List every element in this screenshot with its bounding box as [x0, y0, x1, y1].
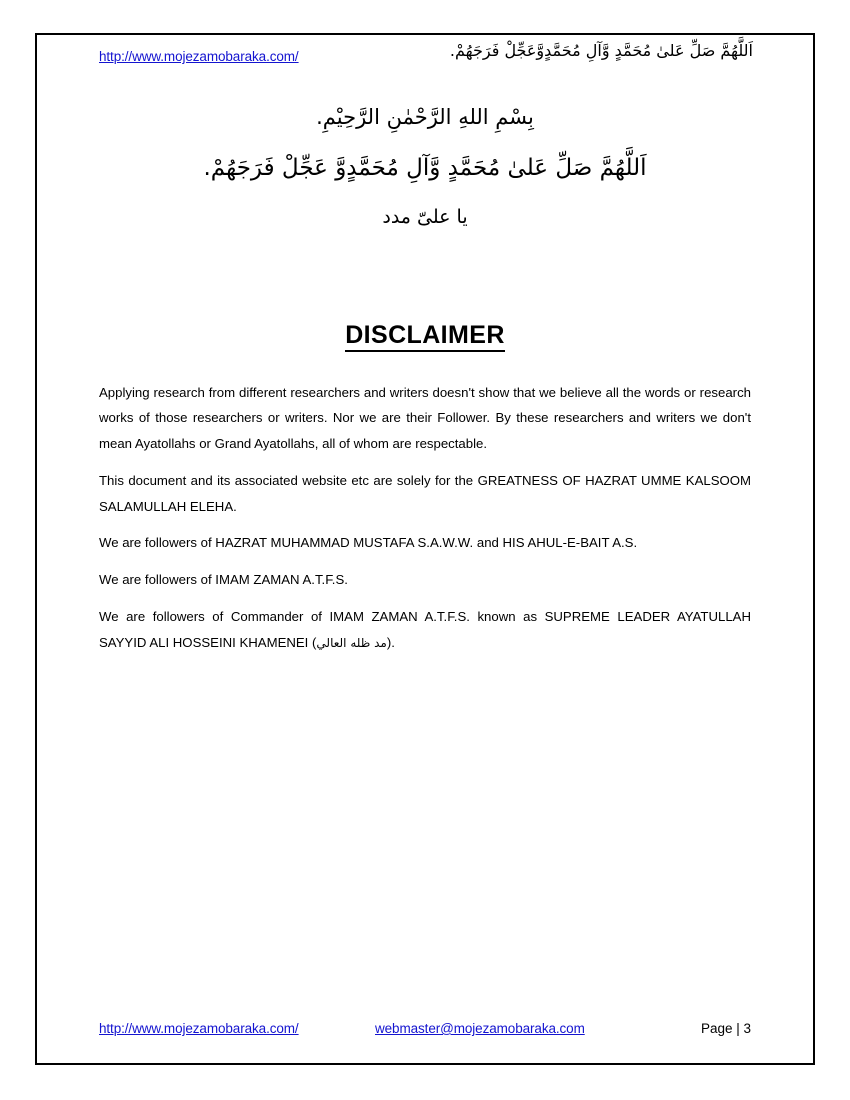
- invocation-ya-ali-madad: يا علىّ مدد: [382, 206, 468, 229]
- page-title: [99, 321, 751, 350]
- footer-page-number: Page | 3: [700, 1021, 751, 1036]
- document-footer: [99, 1021, 751, 1041]
- disclaimer-body: [99, 380, 751, 656]
- page-sheet: [35, 33, 815, 1065]
- disclaimer-paragraph-leader: [99, 604, 751, 655]
- leader-text-suffix: ).: [386, 634, 395, 650]
- header-website-link[interactable]: http://www.mojezamobaraka.com/: [99, 49, 299, 64]
- leader-text-prefix: We are followers of Commander of IMAM ZAMAN A.T.F.S. known as SUPREME LEADER AYATULLAH SAYYID ALI HOSSEINI KHAMENEI (: [99, 608, 751, 650]
- leader-arabic-honorific: مد ظله العالي: [316, 635, 387, 650]
- footer-website-link[interactable]: http://www.mojezamobaraka.com/: [99, 1021, 299, 1036]
- footer-email-link[interactable]: webmaster@mojezamobaraka.com: [375, 1021, 585, 1036]
- disclaimer-paragraph: We are followers of IMAM ZAMAN A.T.F.S.: [99, 572, 348, 588]
- invocation-bismillah: بِسْمِ اللهِ الرَّحْمٰنِ الرَّحِيْمِ.: [316, 105, 534, 129]
- invocation-block: [99, 101, 751, 233]
- page-title-text: DISCLAIMER: [345, 321, 505, 352]
- disclaimer-paragraph: This document and its associated website etc are solely for the GREATNESS OF HAZRAT UMME KALSOOM SALAMULLAH ELEHA.: [99, 472, 751, 514]
- page-content-area: [37, 35, 813, 1063]
- disclaimer-paragraph: Applying research from different researchers and writers doesn't show that we believe all the words or research works of those researchers or writers. Nor we are their Follower. By these researchers and writers we don't mean Ayatollahs or Grand Ayatollahs, all of whom are respectable.: [99, 384, 751, 452]
- disclaimer-paragraph: We are followers of HAZRAT MUHAMMAD MUSTAFA S.A.W.W. and HIS AHUL-E-BAIT A.S.: [99, 535, 638, 551]
- document-header: [99, 35, 751, 83]
- invocation-salawat: اَللَّهُمَّ صَلِّ عَلىٰ مُحَمَّدٍ وَّآلِ مُحَمَّدٍوَّ عَجِّلْ فَرَجَهُمْ.: [203, 154, 647, 181]
- header-arabic-salawat: اَللَّهُمَّ صَلِّ عَلىٰ مُحَمَّدٍ وَّآلِ مُحَمَّدٍوَّعَجِّلْ فَرَجَهُمْ.: [449, 41, 753, 60]
